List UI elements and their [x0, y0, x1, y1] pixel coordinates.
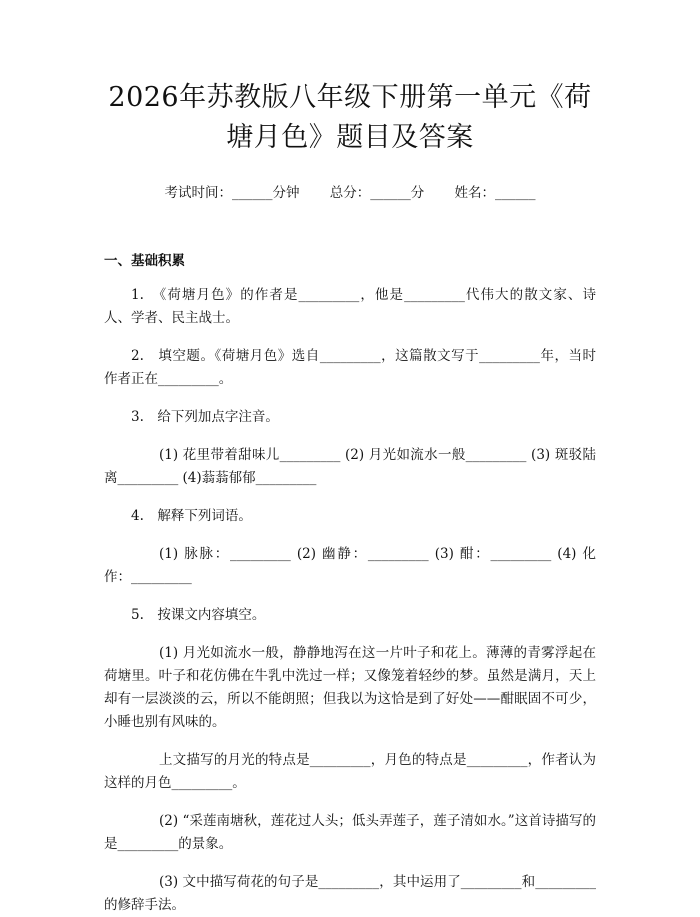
question-1: 1. 《荷塘月色》的作者是_________，他是_________代伟大的散文家、诗人、学者、民主战士。 [104, 287, 596, 326]
question-2: 2. 填空题。《荷塘月色》选自_________，这篇散文写于_________年，当时作者正在_________。 [104, 348, 596, 387]
question-5-passage: (1) 月光如流水一般，静静地泻在这一片叶子和花上。薄薄的青雾浮起在荷塘里。叶子和花仿佛在牛乳中洗过一样；又像笼着轻纱的梦。虽然是满月，天上却有一层淡淡的云，所以不能朗照；但我以为这恰是到了好处——酣眠固不可少，小睡也别有风味的。 [104, 645, 596, 730]
question-5: 5. 按课文内容填空。 [131, 607, 266, 623]
question-3: 3. 给下列加点字注音。 [131, 409, 279, 425]
total-score-field: 总分：______分 [329, 185, 425, 201]
question-4: 4. 解释下列词语。 [131, 508, 252, 524]
question-3-items: (1) 花里带着甜味儿_________ (2) 月光如流水一般_________ (3) 斑驳陆离_________ (4)蓊蓊郁郁_________ [104, 447, 596, 486]
document-title: 2026年苏教版八年级下册第一单元《荷塘月色》题目及答案 [108, 82, 592, 153]
question-5-part-3: (3) 文中描写荷花的句子是_________，其中运用了_________和_________的修辞手法。 [104, 874, 596, 913]
section-heading: 一、基础积累 [104, 253, 185, 269]
question-5-part-2: (2) “采莲南塘秋，莲花过人头；低头弄莲子，莲子清如水。”这首诗描写的是_________的景象。 [104, 813, 596, 852]
student-name-field: 姓名：______ [454, 185, 536, 201]
question-5-part-1: 上文描写的月光的特点是_________，月色的特点是_________，作者认为这样的月色_________。 [104, 752, 596, 791]
question-4-items: (1) 脉脉：_________ (2) 幽静：_________ (3) 酣：_________ (4) 化作：_________ [104, 546, 596, 585]
exam-info-line [104, 183, 596, 203]
exam-time-field: 考试时间：______分钟 [164, 185, 300, 201]
